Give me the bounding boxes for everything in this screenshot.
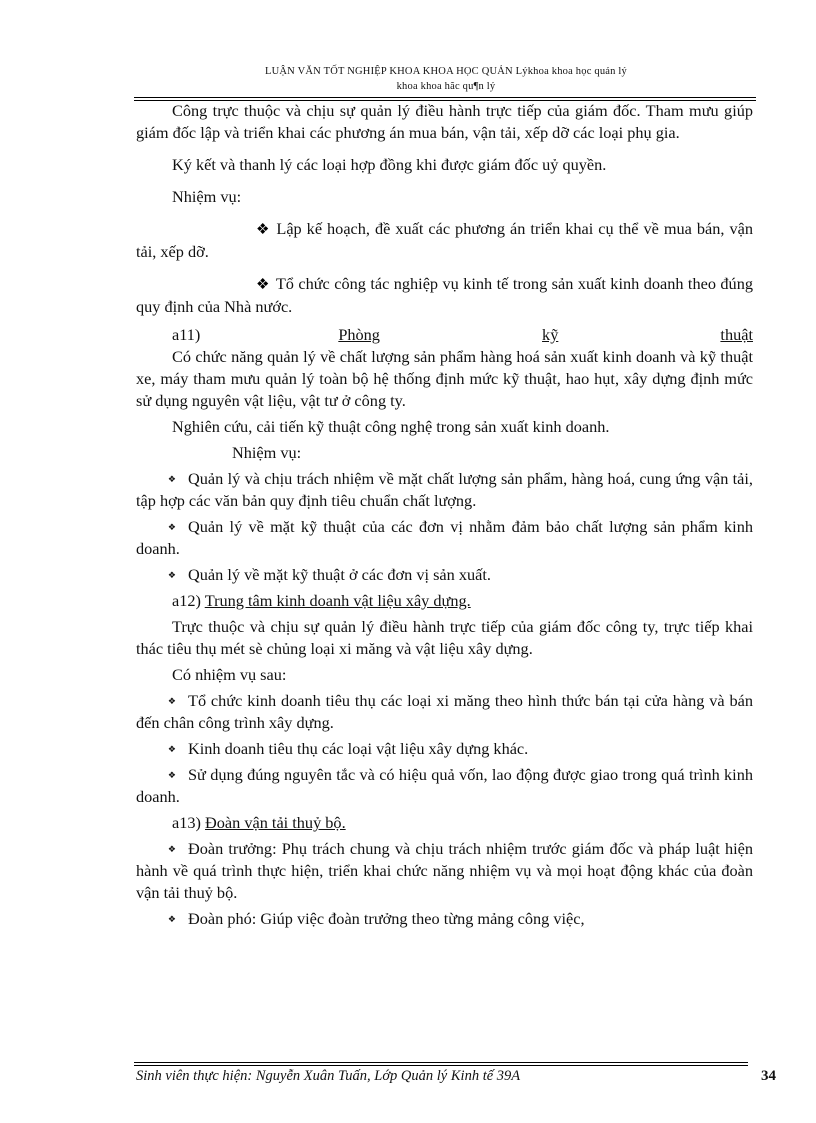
diamond-bullet-icon: ❖ <box>167 522 176 532</box>
section-heading-a13: a13) Đoàn vận tải thuỷ bộ. <box>172 813 346 832</box>
paragraph: Có chức năng quản lý về chất lượng sản phẩm hàng hoá sản xuất kinh doanh và kỹ thuật xe, máy tham mưu quản lý toàn bộ hệ thống định mức kỹ thuật, hao hụt, xây dựng định mức sử dụng nguyên vật liệu, vật tư ở công ty. <box>136 347 753 410</box>
paragraph: Trực thuộc và chịu sự quản lý điều hành trực tiếp của giám đốc công ty, trực tiếp khai thác tiêu thụ mét sè chủng loại xi măng và vật liệu xây dựng. <box>136 617 753 658</box>
diamond-bullet-icon: ❖ <box>167 696 176 706</box>
paragraph: Nhiệm vụ: <box>172 187 242 206</box>
diamond-bullet-icon: ❖ <box>167 570 176 580</box>
diamond-bullet-icon: ❖ <box>256 222 271 238</box>
bullet-item: ❖ Đoàn phó: Giúp việc đoàn trưởng theo từng mảng công việc, <box>136 908 753 930</box>
bullet-item: ❖ Quản lý và chịu trách nhiệm về mặt chất lượng sản phẩm, hàng hoá, cung ứng vận tải, tập hợp các văn bản quy định tiêu chuẩn chất lượng. <box>136 469 753 510</box>
page-number: 34 <box>761 1068 776 1084</box>
paragraph: Có nhiệm vụ sau: <box>172 665 287 684</box>
bullet-item: ❖ Quản lý về mặt kỹ thuật ở các đơn vị sản xuất. <box>136 564 753 586</box>
bullet-item: ❖ Đoàn trưởng: Phụ trách chung và chịu trách nhiệm trước giám đốc và pháp luật hiện hành về quá trình thực hiện, triển khai chức năng nhiệm vụ và mọi hoạt động khác của đoàn vận tải thuỷ bộ. <box>136 839 753 902</box>
footer-divider <box>134 1062 748 1066</box>
diamond-bullet-icon: ❖ <box>167 844 176 854</box>
running-footer <box>136 1068 776 1085</box>
paragraph: Công trực thuộc và chịu sự quản lý điều hành trực tiếp của giám đốc. Tham mưu giúp giám đốc lập và triển khai các phương án mua bán, vận tải, xếp dỡ các loại phụ gia. <box>136 101 753 142</box>
footer-author: Sinh viên thực hiện: Nguyễn Xuân Tuấn, Lớp Quản lý Kinh tế 39A <box>136 1068 521 1084</box>
page-body <box>136 100 753 930</box>
diamond-bullet-icon: ❖ <box>167 770 176 780</box>
header-line-1: LUẬN VĂN TỐT NGHIỆP KHOA KHOA HỌC QUẢN Lýkhoa khoa học quản lý <box>265 66 627 77</box>
header-line-2: khoa khoa hãc qu¶n lý <box>396 81 496 92</box>
paragraph: Nghiên cứu, cải tiến kỹ thuật công nghệ trong sản xuất kinh doanh. <box>172 417 610 436</box>
running-header <box>136 64 756 94</box>
diamond-bullet-icon: ❖ <box>167 744 176 754</box>
paragraph: Nhiệm vụ: <box>232 443 302 462</box>
bullet-item: ❖ Sử dụng đúng nguyên tắc và có hiệu quả vốn, lao động được giao trong quá trình kinh doanh. <box>136 765 753 806</box>
bullet-item: ❖ Tổ chức kinh doanh tiêu thụ các loại xi măng theo hình thức bán tại cửa hàng và bán đến chân công trình xây dựng. <box>136 691 753 732</box>
section-heading-a11: a11) Phòng kỹ thuật <box>172 325 753 344</box>
bullet-item: ❖ Lập kế hoạch, đề xuất các phương án triển khai cụ thể về mua bán, vận tải, xếp dỡ. <box>136 219 753 261</box>
diamond-bullet-icon: ❖ <box>256 277 270 293</box>
paragraph: Ký kết và thanh lý các loại hợp đồng khi được giám đốc uỷ quyền. <box>172 155 607 174</box>
diamond-bullet-icon: ❖ <box>167 474 176 484</box>
bullet-item: ❖ Tổ chức công tác nghiệp vụ kinh tế trong sản xuất kinh doanh theo đúng quy định của Nhà nước. <box>136 274 753 316</box>
diamond-bullet-icon: ❖ <box>167 914 176 924</box>
section-heading-a12: a12) Trung tâm kinh doanh vật liệu xây dựng. <box>172 591 471 610</box>
bullet-item: ❖ Quản lý về mặt kỹ thuật của các đơn vị nhằm đảm bảo chất lượng sản phẩm kinh doanh. <box>136 517 753 558</box>
bullet-item: ❖ Kinh doanh tiêu thụ các loại vật liệu xây dựng khác. <box>136 738 753 760</box>
